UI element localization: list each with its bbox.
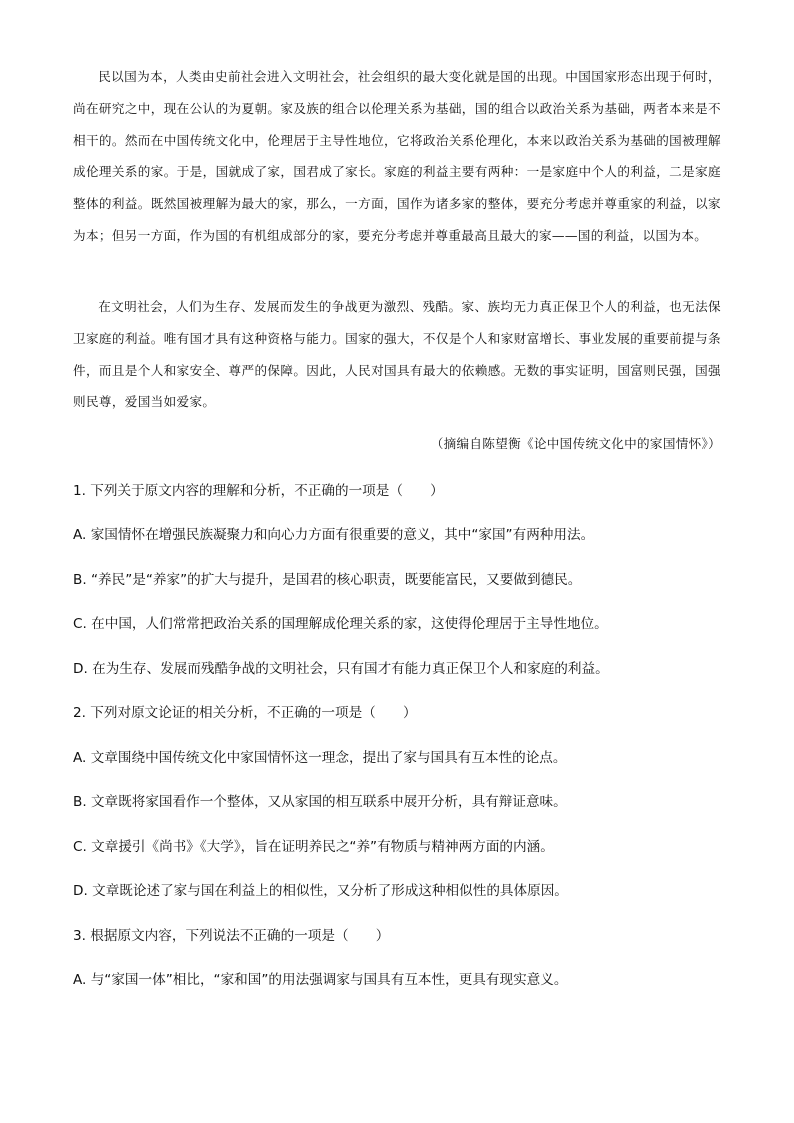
question-1-option-a: A. 家国情怀在增强民族凝聚力和向心力方面有很重要的意义，其中“家国”有两种用法。	[73, 527, 595, 543]
passage-paragraph-2: 在文明社会，人们为生存、发展而发生的争战更为激烈、残酷。家、族均无力真正保卫个人的利益，也无法保卫家庭的利益。唯有国才具有这种资格与能力。国家的强大，不仅是个人和家财富增长、事业发展的重要前提与条件，而且是个人和家安全、尊严的保障。因此，人民对国具有最大的依赖感。无数的事实证明，国富则民强，国强则民尊，爱国当如爱家。	[73, 299, 721, 410]
question-1-option-b: B. “养民”是“养家”的扩大与提升，是国君的核心职责，既要能富民，又要做到德民。	[73, 572, 582, 588]
question-2-option-b: B. 文章既将家国看作一个整体，又从家国的相互联系中展开分析，具有辩证意味。	[73, 794, 567, 810]
question-1-stem: 1. 下列关于原文内容的理解和分析，不正确的一项是（ ）	[73, 483, 444, 499]
question-3-option-a: A. 与“家国一体”相比，“家和国”的用法强调家与国具有互本性，更具有现实意义。	[73, 972, 568, 988]
passage-paragraph-1: 民以国为本，人类由史前社会进入文明社会，社会组织的最大变化就是国的出现。中国国家形态出现于何时，尚在研究之中，现在公认的为夏朝。家及族的组合以伦理关系为基础，国的组合以政治关系为基础，两者本来是不相干的。然而在中国传统文化中，伦理居于主导性地位，它将政治关系伦理化，本来以政治关系为基础的国被理解成伦理关系的家。于是，国就成了家，国君成了家长。家庭的利益主要有两种：一是家庭中个人的利益，二是家庭整体的利益。既然国被理解为最大的家，那么，一方面，国作为诸多家的整体，要充分考虑并尊重家的利益，以家为本；但另一方面，作为国的有机组成部分的家，要充分考虑并尊重最高且最大的家——国的利益，以国为本。	[73, 69, 721, 243]
question-3-stem: 3. 根据原文内容，下列说法不正确的一项是（ ）	[73, 928, 390, 944]
question-1-option-c: C. 在中国，人们常常把政治关系的国理解成伦理关系的家，这使得伦理居于主导性地位。	[73, 616, 608, 632]
question-2-stem: 2. 下列对原文论证的相关分析，不正确的一项是（ ）	[73, 705, 417, 721]
question-2-option-c: C. 文章援引《尚书》《大学》，旨在证明养民之“养”有物质与精神两方面的内涵。	[73, 839, 554, 855]
passage-source: （摘编自陈望衡《论中国传统文化中的家国情怀》）	[430, 436, 721, 451]
question-2-option-d: D. 文章既论述了家与国在利益上的相似性，又分析了形成这种相似性的具体原因。	[73, 883, 568, 899]
question-2-option-a: A. 文章围绕中国传统文化中家国情怀这一理念，提出了家与国具有互本性的论点。	[73, 750, 567, 766]
question-1-option-d: D. 在为生存、发展而残酷争战的文明社会，只有国才有能力真正保卫个人和家庭的利益。	[73, 661, 609, 677]
